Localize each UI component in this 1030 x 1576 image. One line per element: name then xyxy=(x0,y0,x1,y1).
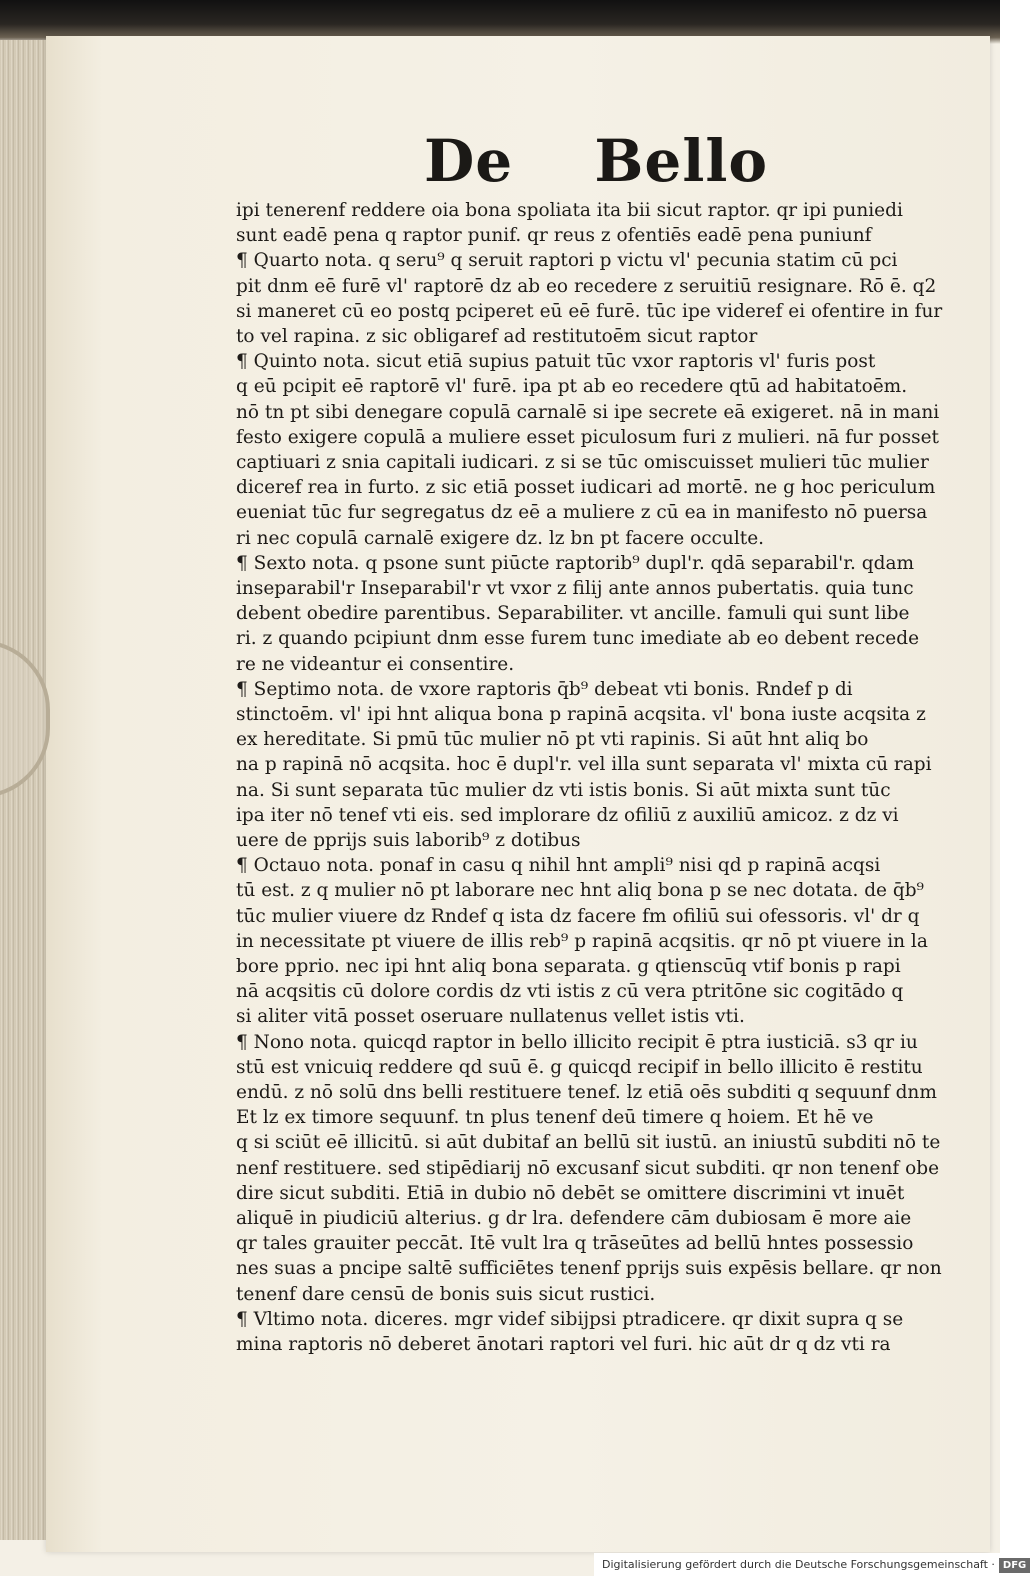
text-line: sunt eadē pena q raptor punif. qr reus z ofentiēs eadē pena puniunf xyxy=(236,225,872,247)
text-line: ipa iter nō tenef vti eis. sed implorare dz ofiliū z auxiliū amicoz. z dz vi xyxy=(236,804,899,826)
text-line: uere de pprijs suis laborib⁹ z dotibus xyxy=(236,830,581,851)
text-line: festo exigere copulā a muliere esset piculosum furi z mulieri. nā fur posset xyxy=(236,426,939,448)
text-line: aliquē in piudiciū alterius. g dr lra. defendere cām dubiosam ē more aie xyxy=(236,1208,912,1229)
text-line: tūc mulier viuere dz Rndef q ista dz facere fm ofiliū sui ofessoris. vl' dr q xyxy=(236,905,920,927)
text-line: debent obedire parentibus. Separabiliter. vt ancille. famuli qui sunt libe xyxy=(236,603,910,625)
dfg-logo: DFG xyxy=(999,1558,1030,1573)
text-line: na. Si sunt separata tūc mulier dz vti istis bonis. Si aūt mixta sunt tūc xyxy=(236,779,891,801)
text-line: ¶ Quarto nota. q seru⁹ q seruit raptori p victu vl' pecunia statim cū pci xyxy=(236,250,898,272)
text-line: ¶ Quinto nota. sicut etiā supius patuit tūc vxor raptoris vl' furis post xyxy=(236,351,876,373)
text-line: diceref rea in furto. z sic etiā posset iudicari ad mortē. ne g hoc periculum xyxy=(236,477,936,499)
text-line: ri. z quando pcipiunt dnm esse furem tunc imediate ab eo debent recede xyxy=(236,628,920,650)
text-line: ipi tenerenf reddere oia bona spoliata ita bii sicut raptor. qr ipi puniedi xyxy=(236,200,903,221)
text-line: bore pprio. nec ipi hnt aliq bona separata. g qtienscūq vtif bonis p rapi xyxy=(236,956,901,977)
text-line: ri nec copulā carnalē exigere dz. lz bn pt facere occulte. xyxy=(236,527,765,549)
text-line: pit dnm eē furē vl' raptorē dz ab eo recedere z seruitiū resignare. Rō ē. q2 xyxy=(236,275,937,297)
text-line: si aliter vitā posset oseruare nullatenus vellet istis vti. xyxy=(236,1006,745,1028)
text-line: re ne videantur ei consentire. xyxy=(236,653,515,675)
text-line: qr tales grauiter peccāt. Itē vult lra q trāseūtes ad bellū hntes possessio xyxy=(236,1233,914,1255)
text-line: captiuari z snia capitali iudicari. z si se tūc omiscuisset mulieri tūc mulier xyxy=(236,452,929,473)
text-line: ¶ Nono nota. quicqd raptor in bello illicito recipit ē ptra iusticiā. s3 qr iu xyxy=(236,1031,918,1053)
text-line: to vel rapina. z sic obligaref ad restitutoēm sicut raptor xyxy=(236,326,758,347)
text-line: ex hereditate. Si pmū tūc mulier nō pt vti rapinis. Si aūt hnt aliq bo xyxy=(236,729,869,751)
text-line: stinctoēm. vl' ipi hnt aliqua bona p rapinā acqsita. vl' bona iuste acqsita z xyxy=(236,704,926,725)
text-line: in necessitate pt viuere de illis reb⁹ p rapinā acqsitis. qr nō pt viuere in la xyxy=(236,930,928,952)
text-line: stū est vnicuiq reddere qd suū ē. g quicqd recipif in bello illicito ē restitu xyxy=(236,1056,923,1078)
text-line: q si sciūt eē illicitū. si aūt dubitaf an bellū sit iustū. an iniustū subditi nō te xyxy=(236,1132,941,1154)
text-line: tū est. z q mulier nō pt laborare nec hnt aliq bona p se nec dotata. de q̄b⁹ xyxy=(236,880,924,902)
text-line: inseparabil'r Inseparabil'r vt vxor z filij ante annos pubertatis. quia tunc xyxy=(236,578,914,599)
text-line: dire sicut subditi. Etiā in dubio nō debēt se omittere discrimini vt inuēt xyxy=(236,1182,905,1204)
text-block xyxy=(236,196,958,1376)
text-line: ¶ Octauo nota. ponaf in casu q nihil hnt ampli⁹ nisi qd p rapinā acqsi xyxy=(236,855,881,877)
text-line: ¶ Septimo nota. de vxore raptoris q̄b⁹ debeat vti bonis. Rndef p di xyxy=(236,678,853,700)
digitization-footer xyxy=(594,1553,1027,1576)
text-line: na p rapinā nō acqsita. hoc ē dupl'r. vel illa sunt separata vl' mixta cū rapi xyxy=(236,754,932,776)
text-line: ¶ Vltimo nota. diceres. mgr videf sibijpsi ptradicere. qr dixit supra q se xyxy=(236,1308,904,1330)
footer-credit: Digitalisierung gefördert durch die Deutsche Forschungsgemeinschaft · xyxy=(602,1558,995,1571)
text-line: Et lz ex timore sequunf. tn plus tenenf deū timere q hoiem. Et hē ve xyxy=(236,1107,874,1129)
text-line: endū. z nō solū dns belli restituere tenef. lz etiā oēs subditi q sequunf dnm xyxy=(236,1082,937,1103)
text-line: ¶ Sexto nota. q psone sunt piūcte raptorib⁹ dupl'r. qdā separabil'r. qdam xyxy=(236,552,915,574)
text-line: nenf restituere. sed stipēdiarij nō excusanf sicut subditi. qr non tenenf obe xyxy=(236,1157,940,1179)
text-line: nō tn pt sibi denegare copulā carnalē si ipe secrete eā exigeret. nā in mani xyxy=(236,401,940,423)
text-line: eueniat tūc fur segregatus dz eē a muliere z cū ea in manifesto nō puersa xyxy=(236,502,928,524)
page-heading: De Bello xyxy=(424,127,769,195)
text-line: nā acqsitis cū dolore cordis dz vti istis z cū vera ptritōne sic cogitādo q xyxy=(236,981,904,1003)
text-line: tenenf dare censū de bonis suis sicut rustici. xyxy=(236,1283,656,1305)
text-line: q eū pcipit eē raptorē vl' furē. ipa pt ab eo recedere qtū ad habitatoēm. xyxy=(236,376,908,398)
text-line: nes suas a pncipe saltē sufficiētes tenenf pprijs suis expēsis bellare. qr non xyxy=(236,1258,942,1280)
text-line: mina raptoris nō deberet ānotari raptori vel furi. hic aūt dr q dz vti ra xyxy=(236,1334,891,1355)
text-line: si maneret cū eo postq pciperet eū eē furē. tūc ipe videref ei ofentire in fur xyxy=(236,300,943,322)
